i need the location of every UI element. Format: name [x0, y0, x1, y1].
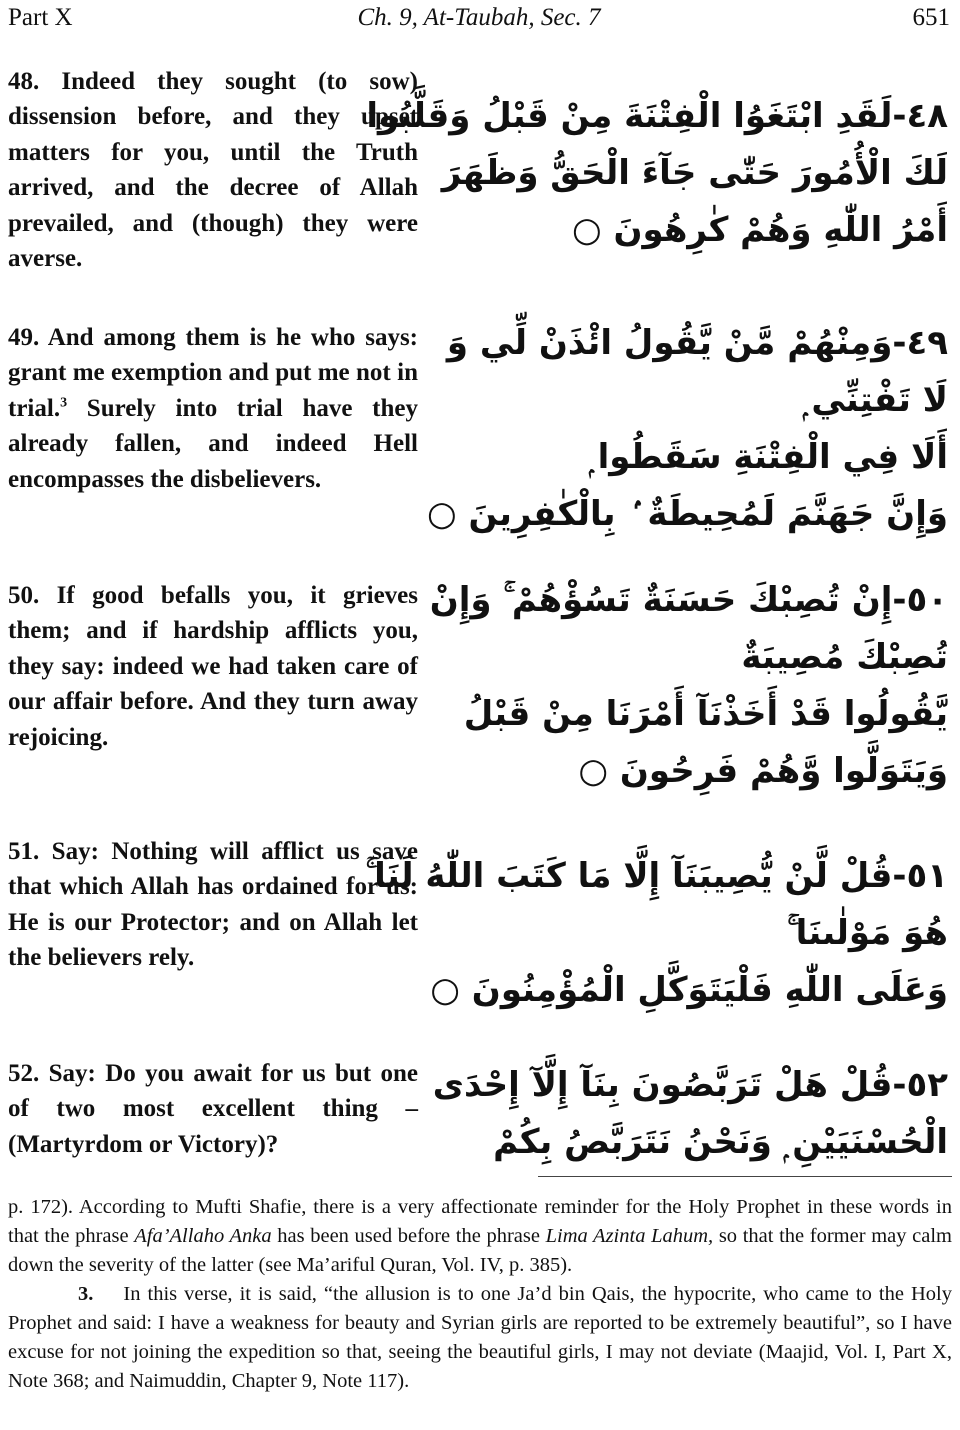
footnote-text: p. 172). According to Mufti Shafie, there is a very affectionate reminder for the Holy Prophet in these words in that the phrase [8, 1196, 952, 1247]
verse-52-english: 52. Say: Do you await for us but one of two most excellent thing – (Martyrdom or Victory)? [8, 1060, 418, 1158]
verse-50-english: 50. If good befalls you, it grieves them; and if hardship afflicts you, they say: indeed we had taken care of our affair before. And they turn away rejoicing. [8, 582, 418, 751]
footnote-3 [8, 1280, 952, 1396]
page-number: 651 [912, 4, 950, 31]
verse-48-arabic [366, 88, 948, 259]
verse-48-english: 48. Indeed they sought (to sow) dissension before, and they upset matters for you, until the Truth arrived, and the decree of Allah prevailed, and (though) they were averse. [8, 68, 418, 273]
chapter-title: Ch. 9, At-Taubah, Sec. 7 [357, 4, 601, 31]
arabic-line: لَا تَفْتِنِّي ۭ [802, 380, 948, 420]
arabic-line: أَلَا فِي الْفِتْنَةِ سَقَطُوا ۭ [589, 437, 948, 477]
verse-49-text-part2: Surely into trial have they already fallen, and indeed Hell encompasses the disbelievers. [8, 394, 418, 493]
footnote-text: has been used before the phrase [271, 1225, 546, 1247]
footnote-text: so that the former may calm down the severity of the latter (see Ma’ariful Quran, Vol. IV, p. 385). [8, 1225, 952, 1276]
verse-52-arabic [432, 1057, 948, 1171]
arabic-line: هُوَ مَوْلٰىنَا ۚ [787, 913, 948, 953]
verse-49-arabic [427, 315, 948, 543]
arabic-line: وَإِنَّ جَهَنَّمَ لَمُحِيطَةٌ ۢ بِالْكٰفِرِينَ ○ [427, 494, 948, 534]
arabic-line: الْحُسْنَيَيْنِ ۭ وَنَحْنُ نَتَرَبَّصُ بِكُمْ [493, 1122, 948, 1162]
verse-51-english: 51. Say: Nothing will afflict us save that which Allah has ordained for us: He is our Protector; and on Allah let the believers rely. [8, 838, 418, 972]
arabic-line: وَيَتَوَلَّوا وَّهُمْ فَرِحُونَ ○ [578, 751, 948, 791]
footnote-continuation [8, 1193, 952, 1280]
arabic-line: ٥١-قُلْ لَّنْ يُّصِيبَنَآ إِلَّا مَا كَتَبَ اللّٰهُ لَنَا ۚ [365, 856, 948, 896]
arabic-line: لَكَ الْأُمُورَ حَتّٰى جَآءَ الْحَقُّ وَظَهَرَ [441, 153, 948, 193]
arabic-line: ٥٢-قُلْ هَلْ تَرَبَّصُونَ بِنَآ إِلَّآ إِحْدَى [432, 1065, 948, 1105]
footnote-marker: 3 [60, 395, 68, 411]
verse-51-arabic [365, 848, 948, 1019]
footnote-divider [538, 1176, 952, 1177]
verse-49-english [8, 320, 418, 497]
footnote-italic-phrase: Lima Azinta Lahum, [545, 1225, 714, 1247]
arabic-line: تُصِبْكَ مُصِيبَةٌ [741, 637, 948, 677]
arabic-line: ٥٠-إِنْ تُصِبْكَ حَسَنَةٌ تَسُؤْهُمْ ۚ وَإِنْ [429, 580, 948, 620]
part-label: Part X [8, 4, 73, 31]
footnotes [8, 1193, 952, 1396]
arabic-line: وَعَلَى اللّٰهِ فَلْيَتَوَكَّلِ الْمُؤْمِنُونَ ○ [430, 970, 948, 1010]
footnote-number: 3. [78, 1283, 94, 1305]
arabic-line: يَّقُولُوا قَدْ أَخَذْنَآ أَمْرَنَا مِنْ قَبْلُ [463, 694, 948, 734]
verse-49-text-part1: 49. And among them is he who says: grant me exemption and put me not in trial. [8, 324, 418, 422]
arabic-line: ٤٩-وَمِنْهُمْ مَّنْ يَّقُولُ ائْذَنْ لِّي وَ [446, 323, 948, 363]
arabic-line: ٤٨-لَقَدِ ابْتَغَوُا الْفِتْنَةَ مِنْ قَبْلُ وَقَلَّبُوا [366, 96, 948, 136]
footnote-italic-phrase: Afa’Allaho Anka [134, 1225, 272, 1247]
verse-50-arabic [429, 572, 948, 800]
arabic-line: أَمْرُ اللّٰهِ وَهُمْ كٰرِهُونَ ○ [572, 210, 948, 250]
footnote-text: In this verse, it is said, “the allusion is to one Ja’d bin Qais, the hypocrite, who came to the Holy Prophet and said: I have a weakness for beauty and Syrian girls are reported to be extremely beautiful”, so I have excuse for not joining the expedition so that, seeing the beautiful girls, I may not deviate (Maajid, Vol. I, Part X, Note 368; and Naimuddin, Chapter 9, Note 117). [8, 1283, 952, 1392]
page-header [8, 4, 950, 38]
